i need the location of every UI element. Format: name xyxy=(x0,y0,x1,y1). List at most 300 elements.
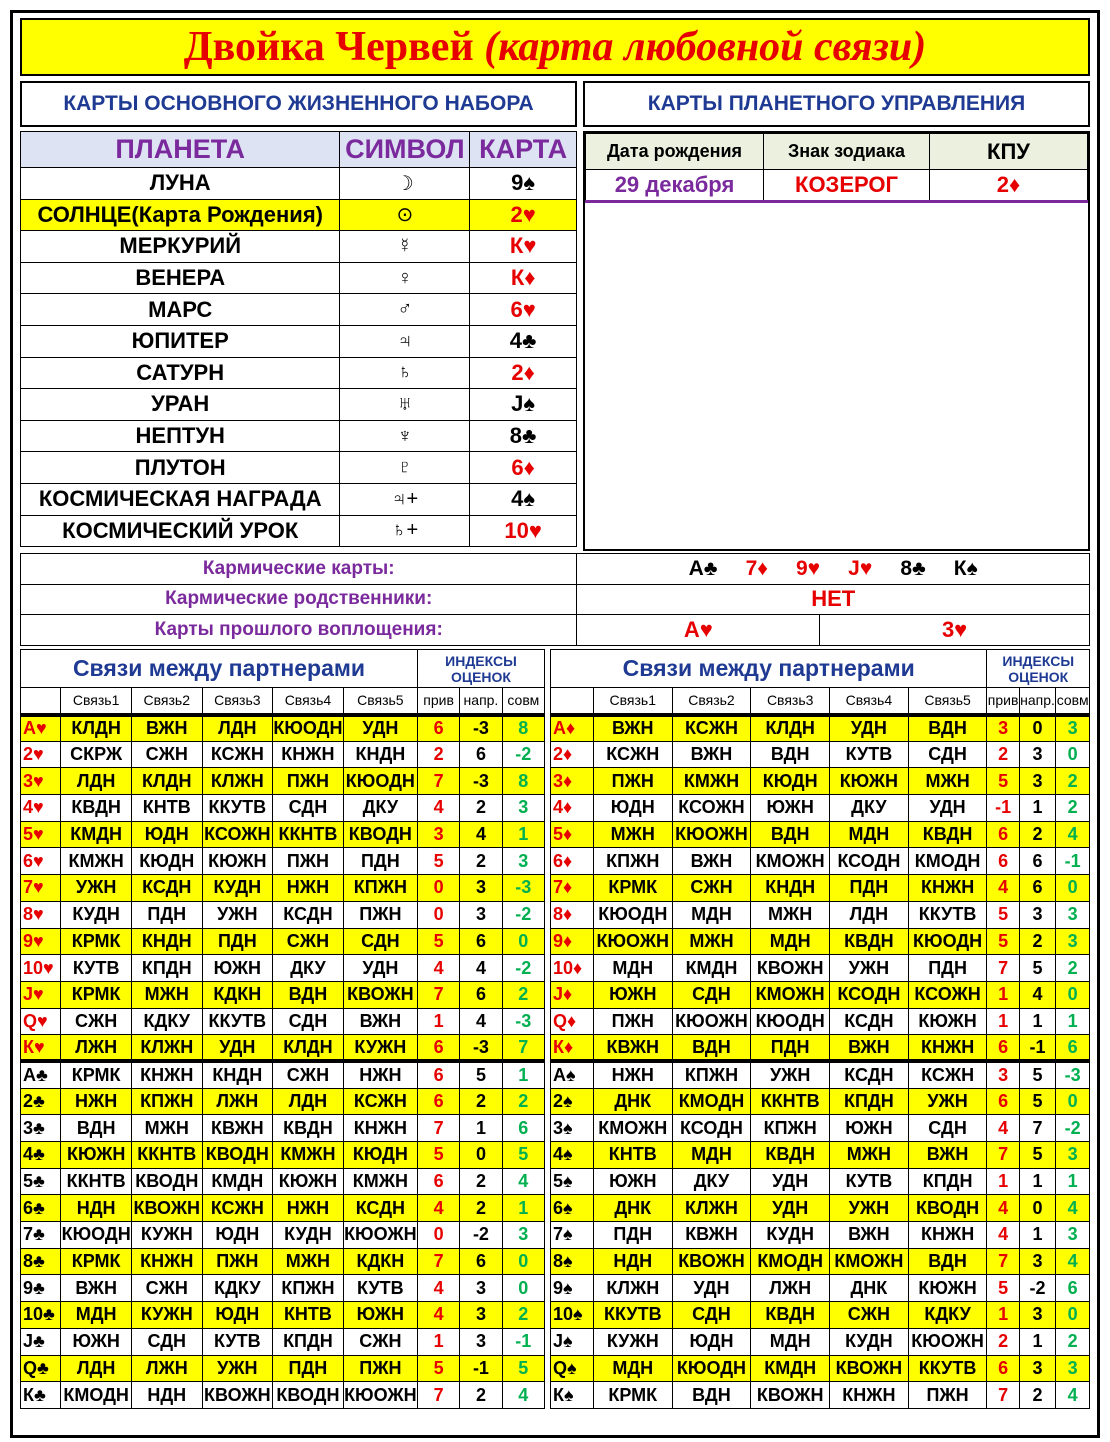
relation-card: 6♦ xyxy=(551,848,594,875)
relation-row xyxy=(21,1222,545,1249)
relation-link: КСДН xyxy=(830,1008,909,1035)
relation-link: КВДН xyxy=(830,928,909,955)
index-col-header: напр. xyxy=(460,688,502,715)
relation-row xyxy=(551,1088,1090,1115)
relation-link: ВДН xyxy=(273,981,344,1008)
index-compatibility: 0 xyxy=(502,1248,544,1275)
relation-card: 9♠ xyxy=(551,1275,594,1302)
planet-name: ВЕНЕРА xyxy=(21,262,340,294)
relation-link: КРМК xyxy=(61,1061,132,1088)
relation-link: ЮЖН xyxy=(593,1168,672,1195)
index-compatibility: 1 xyxy=(1056,1168,1090,1195)
relation-card: К♣ xyxy=(21,1382,61,1409)
relation-link: ПДН xyxy=(751,1035,830,1062)
relation-link: ПЖН xyxy=(343,901,417,928)
relation-card: 10♦ xyxy=(551,955,594,982)
index-attraction: 1 xyxy=(417,1008,459,1035)
index-tension: 2 xyxy=(1019,821,1056,848)
relation-link: КНЖН xyxy=(132,1061,203,1088)
relation-link: МЖН xyxy=(132,981,203,1008)
index-attraction: 7 xyxy=(417,1382,459,1409)
relation-row xyxy=(21,1355,545,1382)
relation-link: КВДН xyxy=(273,1115,344,1142)
relation-row xyxy=(21,955,545,982)
relation-link: КЮОДН xyxy=(751,1008,830,1035)
relation-card: 10♥ xyxy=(21,955,61,982)
relation-link: ЛЖН xyxy=(751,1275,830,1302)
relations-title: Связи между партнерами xyxy=(551,650,987,688)
relation-row xyxy=(551,1328,1090,1355)
relation-link: МЖН xyxy=(593,821,672,848)
relation-link: ДНК xyxy=(593,1195,672,1222)
relation-link: КЮОЖН xyxy=(343,1382,417,1409)
index-tension: 0 xyxy=(460,1142,502,1169)
relation-link: ККНТВ xyxy=(273,821,344,848)
relation-link: КМОДН xyxy=(751,1248,830,1275)
relation-link: КМЖН xyxy=(343,1168,417,1195)
relation-link: КСОДН xyxy=(830,848,909,875)
index-tension: 3 xyxy=(1019,1302,1056,1329)
relation-row xyxy=(551,741,1090,768)
index-attraction: 0 xyxy=(417,901,459,928)
index-tension: 1 xyxy=(460,1115,502,1142)
relation-link: ПЖН xyxy=(908,1382,987,1409)
relation-row xyxy=(21,875,545,902)
relation-link: ККУТВ xyxy=(908,901,987,928)
index-col-header: совм xyxy=(502,688,544,715)
index-attraction: 4 xyxy=(987,1222,1019,1249)
relation-link: КЮОДН xyxy=(908,928,987,955)
relation-link: ЮДН xyxy=(202,1302,273,1329)
planet-symbol: ♂ xyxy=(340,294,470,326)
index-tension: 3 xyxy=(1019,768,1056,795)
relation-card: 8♠ xyxy=(551,1248,594,1275)
relation-link: КСОЖН xyxy=(202,821,273,848)
relation-link: КНДН xyxy=(343,741,417,768)
relation-link: КУЖН xyxy=(593,1328,672,1355)
index-tension: 3 xyxy=(460,1302,502,1329)
relation-link: КЮЖН xyxy=(61,1142,132,1169)
relation-link: КНЖН xyxy=(830,1382,909,1409)
index-compatibility: 3 xyxy=(1056,901,1090,928)
index-attraction: 7 xyxy=(987,1142,1019,1169)
index-tension: 6 xyxy=(460,981,502,1008)
index-attraction: 4 xyxy=(987,1115,1019,1142)
relation-link: КВЖН xyxy=(672,1222,751,1249)
relation-card: Q♠ xyxy=(551,1355,594,1382)
relation-link: КСЖН xyxy=(202,741,273,768)
relation-row xyxy=(21,1008,545,1035)
relation-link: ВДН xyxy=(61,1115,132,1142)
relation-link: КДКУ xyxy=(908,1302,987,1329)
relation-link: СДН xyxy=(132,1328,203,1355)
index-compatibility: 0 xyxy=(1056,1302,1090,1329)
relation-link: КУЖН xyxy=(132,1222,203,1249)
index-tension: 1 xyxy=(1019,795,1056,822)
relation-row xyxy=(551,955,1090,982)
index-tension: 1 xyxy=(1019,1168,1056,1195)
relation-card: 2♦ xyxy=(551,741,594,768)
relation-link: ЛДН xyxy=(61,1355,132,1382)
relation-card: 7♥ xyxy=(21,875,61,902)
relation-link: КПДН xyxy=(908,1168,987,1195)
relation-link: СЖН xyxy=(830,1302,909,1329)
relation-link: ЮДН xyxy=(672,1328,751,1355)
index-compatibility: 6 xyxy=(1056,1035,1090,1062)
relation-link: ВЖН xyxy=(343,1008,417,1035)
planet-row xyxy=(21,262,577,294)
index-compatibility: 3 xyxy=(1056,928,1090,955)
relation-link: НДН xyxy=(593,1248,672,1275)
index-tension: -1 xyxy=(460,1355,502,1382)
relation-card: 8♦ xyxy=(551,901,594,928)
index-tension: 3 xyxy=(1019,901,1056,928)
index-tension: 1 xyxy=(1019,1008,1056,1035)
relation-link: КНДН xyxy=(132,928,203,955)
relation-card: 4♣ xyxy=(21,1142,61,1169)
relation-link: СДН xyxy=(273,1008,344,1035)
planet-name: МЕРКУРИЙ xyxy=(21,231,340,263)
planet-symbol: ♀ xyxy=(340,262,470,294)
relation-card: 5♣ xyxy=(21,1168,61,1195)
relation-row xyxy=(21,1115,545,1142)
birth-date: 29 декабря xyxy=(586,170,764,202)
index-tension: 6 xyxy=(460,1248,502,1275)
index-attraction: -1 xyxy=(987,795,1019,822)
relation-card: 3♥ xyxy=(21,768,61,795)
relation-card: J♠ xyxy=(551,1328,594,1355)
planet-name: УРАН xyxy=(21,389,340,421)
relation-link: КСДН xyxy=(830,1061,909,1088)
karmic-card: К♠ xyxy=(953,556,978,580)
index-tension: -1 xyxy=(1019,1035,1056,1062)
relation-card: 2♥ xyxy=(21,741,61,768)
planet-symbol: ♄+ xyxy=(340,515,470,547)
relation-link: КПДН xyxy=(830,1088,909,1115)
relation-row xyxy=(551,901,1090,928)
planet-card: 2♥ xyxy=(470,199,577,231)
relation-row xyxy=(21,848,545,875)
index-attraction: 7 xyxy=(417,981,459,1008)
relation-row xyxy=(551,981,1090,1008)
planet-name: САТУРН xyxy=(21,357,340,389)
relation-link: КВДН xyxy=(751,1302,830,1329)
relation-link: КНДН xyxy=(202,1061,273,1088)
planet-symbol: ♅ xyxy=(340,389,470,421)
index-compatibility: 6 xyxy=(502,1115,544,1142)
relation-link: КНТВ xyxy=(132,795,203,822)
index-tension: 4 xyxy=(460,821,502,848)
index-attraction: 6 xyxy=(417,1088,459,1115)
relation-link: МЖН xyxy=(273,1248,344,1275)
relation-link: КЮОЖН xyxy=(343,1222,417,1249)
relation-link: СКРЖ xyxy=(61,741,132,768)
zodiac-sign: КОЗЕРОГ xyxy=(764,170,930,202)
relation-link: УЖН xyxy=(202,1355,273,1382)
relation-link: КВДН xyxy=(751,1142,830,1169)
relation-link: МДН xyxy=(593,955,672,982)
relation-link: КВОЖН xyxy=(343,981,417,1008)
relation-link: КРМК xyxy=(61,1248,132,1275)
relation-link: КМЖН xyxy=(273,1142,344,1169)
index-attraction: 1 xyxy=(987,981,1019,1008)
relation-link: ДНК xyxy=(593,1088,672,1115)
planet-symbol: ♇ xyxy=(340,452,470,484)
relation-link: УДН xyxy=(908,795,987,822)
relation-row xyxy=(21,1168,545,1195)
planet-row xyxy=(21,357,577,389)
relation-link: МЖН xyxy=(908,768,987,795)
relation-link: КУТВ xyxy=(830,741,909,768)
relation-link: КНЖН xyxy=(908,1222,987,1249)
relation-link: КЛДН xyxy=(132,768,203,795)
title-sub: (карта любовной связи) xyxy=(484,24,927,70)
relation-link: МДН xyxy=(751,928,830,955)
index-attraction: 0 xyxy=(417,1222,459,1249)
planet-card: К♦ xyxy=(470,262,577,294)
index-tension: 6 xyxy=(460,928,502,955)
relation-link: КПЖН xyxy=(343,875,417,902)
index-tension: 0 xyxy=(1019,1195,1056,1222)
relation-link: СЖН xyxy=(132,1275,203,1302)
relation-link: КНЖН xyxy=(908,1035,987,1062)
relation-link: КУТВ xyxy=(202,1328,273,1355)
relation-row xyxy=(551,1195,1090,1222)
index-attraction: 6 xyxy=(417,715,459,742)
relation-link: КЮОДН xyxy=(593,901,672,928)
relation-card: 9♣ xyxy=(21,1275,61,1302)
relation-link: КВОЖН xyxy=(751,955,830,982)
index-compatibility: 8 xyxy=(502,715,544,742)
index-tension: -2 xyxy=(1019,1275,1056,1302)
relation-card: А♥ xyxy=(21,715,61,742)
karmic-card: А♣ xyxy=(688,556,718,580)
index-attraction: 7 xyxy=(417,1248,459,1275)
relation-link: ККУТВ xyxy=(202,1008,273,1035)
planet-name: ЛУНА xyxy=(21,168,340,200)
relation-link: ВЖН xyxy=(672,741,751,768)
relation-link: КМОЖН xyxy=(593,1115,672,1142)
relation-link: КСЖН xyxy=(908,1061,987,1088)
relation-link: КМОДН xyxy=(908,848,987,875)
relation-link: КУЖН xyxy=(343,1035,417,1062)
relation-link: КВОДН xyxy=(908,1195,987,1222)
index-compatibility: 8 xyxy=(502,768,544,795)
past-life-card-2: 3♥ xyxy=(820,615,1090,646)
relation-row xyxy=(551,1275,1090,1302)
index-attraction: 3 xyxy=(417,821,459,848)
relation-row xyxy=(551,1142,1090,1169)
planet-name: КОСМИЧЕСКАЯ НАГРАДА xyxy=(21,483,340,515)
relation-link: МЖН xyxy=(830,1142,909,1169)
index-tension: 7 xyxy=(1019,1115,1056,1142)
planet-symbol: ♆ xyxy=(340,420,470,452)
index-compatibility: 2 xyxy=(502,1302,544,1329)
index-attraction: 2 xyxy=(987,1328,1019,1355)
relation-link: ЮЖН xyxy=(202,955,273,982)
relation-link: ВЖН xyxy=(61,1275,132,1302)
relation-row xyxy=(551,1115,1090,1142)
planet-card: 10♥ xyxy=(470,515,577,547)
index-compatibility: 2 xyxy=(1056,1328,1090,1355)
relation-link: ПЖН xyxy=(593,1008,672,1035)
relation-link: ПДН xyxy=(202,928,273,955)
relation-link: УЖН xyxy=(830,1195,909,1222)
relation-row xyxy=(21,768,545,795)
planet-card: J♠ xyxy=(470,389,577,421)
index-compatibility: 2 xyxy=(502,1088,544,1115)
index-attraction: 6 xyxy=(417,1168,459,1195)
relation-link: ККУТВ xyxy=(593,1302,672,1329)
planet-name: НЕПТУН xyxy=(21,420,340,452)
relation-link: ЛДН xyxy=(202,715,273,742)
planets-table xyxy=(20,131,577,547)
index-attraction: 1 xyxy=(417,1328,459,1355)
link-col-header: Связь1 xyxy=(593,688,672,715)
index-compatibility: 0 xyxy=(1056,981,1090,1008)
relation-row xyxy=(21,741,545,768)
relation-card: А♠ xyxy=(551,1061,594,1088)
planet-symbol: ♄ xyxy=(340,357,470,389)
index-col-header: совм xyxy=(1056,688,1090,715)
index-attraction: 4 xyxy=(417,795,459,822)
relation-link: КНДН xyxy=(751,875,830,902)
relation-link: ВЖН xyxy=(830,1035,909,1062)
relation-link: КЮОДН xyxy=(61,1222,132,1249)
index-attraction: 1 xyxy=(987,1168,1019,1195)
col-kpu: КПУ xyxy=(930,134,1088,170)
relation-link: УДН xyxy=(343,715,417,742)
relation-card: 9♥ xyxy=(21,928,61,955)
planet-card: 6♥ xyxy=(470,294,577,326)
relation-row xyxy=(551,928,1090,955)
planetary-panel xyxy=(583,131,1090,551)
index-attraction: 3 xyxy=(987,715,1019,742)
index-attraction: 6 xyxy=(987,1355,1019,1382)
relation-link: ЮЖН xyxy=(751,795,830,822)
index-attraction: 7 xyxy=(987,1382,1019,1409)
relation-link: УДН xyxy=(672,1275,751,1302)
index-attraction: 5 xyxy=(417,848,459,875)
relation-link: КПЖН xyxy=(273,1275,344,1302)
relation-link: УДН xyxy=(830,715,909,742)
relation-link: КНТВ xyxy=(593,1142,672,1169)
index-tension: 2 xyxy=(1019,928,1056,955)
relation-card: К♦ xyxy=(551,1035,594,1062)
index-tension: 5 xyxy=(460,1061,502,1088)
relation-link: КМОДН xyxy=(672,1088,751,1115)
planet-symbol: ☿ xyxy=(340,231,470,263)
relation-link: КНЖН xyxy=(343,1115,417,1142)
kpu-card: 2♦ xyxy=(930,170,1088,202)
index-compatibility: 3 xyxy=(502,795,544,822)
index-attraction: 6 xyxy=(417,1035,459,1062)
relation-link: КДКУ xyxy=(132,1008,203,1035)
planet-row xyxy=(21,483,577,515)
index-attraction: 7 xyxy=(987,955,1019,982)
col-planet: ПЛАНЕТА xyxy=(21,132,340,168)
relation-link: ДКУ xyxy=(273,955,344,982)
relation-link: СДН xyxy=(343,928,417,955)
planet-card: 4♠ xyxy=(470,483,577,515)
relation-link: НЖН xyxy=(273,1195,344,1222)
planet-name: СОЛНЦЕ(Карта Рождения) xyxy=(21,199,340,231)
relation-link: КНЖН xyxy=(273,741,344,768)
relation-link: КМДН xyxy=(672,955,751,982)
relation-link: КЛЖН xyxy=(132,1035,203,1062)
relation-link: КЮЖН xyxy=(908,1275,987,1302)
planet-symbol: ♃ xyxy=(340,325,470,357)
relation-link: УДН xyxy=(202,1035,273,1062)
page-frame xyxy=(10,10,1100,1438)
relation-link: УЖН xyxy=(751,1061,830,1088)
index-tension: -3 xyxy=(460,715,502,742)
planet-card: 2♦ xyxy=(470,357,577,389)
relation-link: ПЖН xyxy=(593,768,672,795)
relation-link: КПДН xyxy=(273,1328,344,1355)
relation-link: КПЖН xyxy=(751,1115,830,1142)
relation-link: УЖН xyxy=(61,875,132,902)
relation-row xyxy=(21,928,545,955)
link-col-header: Связь2 xyxy=(672,688,751,715)
relation-link: ДКУ xyxy=(672,1168,751,1195)
relation-link: ККНТВ xyxy=(61,1168,132,1195)
index-compatibility: 4 xyxy=(502,1382,544,1409)
relation-row xyxy=(21,1088,545,1115)
relation-link: ВЖН xyxy=(830,1222,909,1249)
index-attraction: 4 xyxy=(417,1275,459,1302)
relation-link: КМЖН xyxy=(61,848,132,875)
relation-link: ДНК xyxy=(830,1275,909,1302)
relation-link: КУДН xyxy=(273,1222,344,1249)
relation-link: КЮЖН xyxy=(273,1168,344,1195)
planetary-header: КАРТЫ ПЛАНЕТНОГО УПРАВЛЕНИЯ xyxy=(583,81,1090,127)
relation-card: 3♣ xyxy=(21,1115,61,1142)
relation-link: ПЖН xyxy=(273,768,344,795)
relation-link: КВОДН xyxy=(202,1142,273,1169)
index-compatibility: 4 xyxy=(1056,1195,1090,1222)
index-compatibility: 4 xyxy=(1056,1382,1090,1409)
relation-link: КЮЖН xyxy=(908,1008,987,1035)
relation-link: ЮДН xyxy=(593,795,672,822)
relation-link: МЖН xyxy=(132,1115,203,1142)
past-life-label: Карты прошлого воплощения: xyxy=(21,615,577,646)
relation-link: ЛДН xyxy=(61,768,132,795)
relation-link: КМДН xyxy=(751,1355,830,1382)
index-tension: 3 xyxy=(1019,1355,1056,1382)
index-attraction: 6 xyxy=(987,848,1019,875)
planet-card: 6♦ xyxy=(470,452,577,484)
relation-link: НДН xyxy=(132,1382,203,1409)
relation-link: КДКН xyxy=(343,1248,417,1275)
relation-card: А♣ xyxy=(21,1061,61,1088)
relation-link: КЮДН xyxy=(343,1142,417,1169)
relation-link: МЖН xyxy=(751,901,830,928)
relation-card: J♣ xyxy=(21,1328,61,1355)
relation-link: КЮДН xyxy=(132,848,203,875)
index-attraction: 6 xyxy=(417,1061,459,1088)
relation-row xyxy=(551,1168,1090,1195)
index-attraction: 3 xyxy=(987,1061,1019,1088)
relation-link: КУТВ xyxy=(61,955,132,982)
relation-link: ЮДН xyxy=(202,1222,273,1249)
relation-link: НЖН xyxy=(273,875,344,902)
relation-card: 10♠ xyxy=(551,1302,594,1329)
karmic-card: J♥ xyxy=(848,556,873,580)
relation-link: КВЖН xyxy=(593,1035,672,1062)
relation-link: КУДН xyxy=(202,875,273,902)
relation-link: КНЖН xyxy=(132,1248,203,1275)
